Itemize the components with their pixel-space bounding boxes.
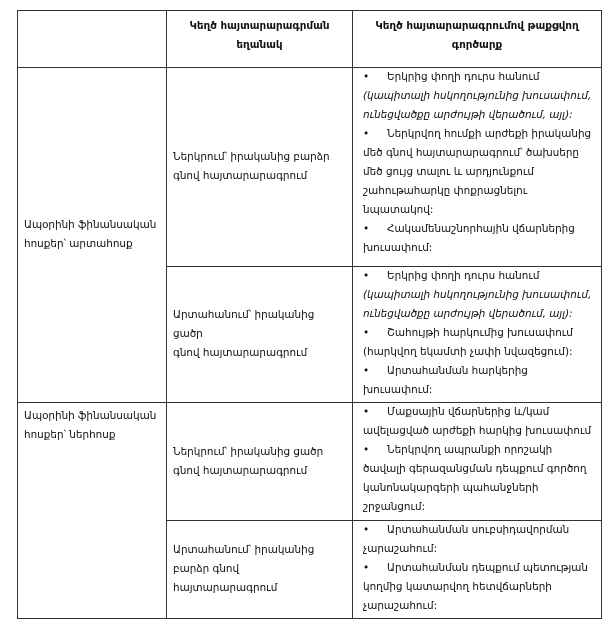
list-item (363, 559, 597, 616)
method-line: գնով հայտարարագրում (173, 464, 308, 477)
transactions-cell (353, 521, 602, 619)
transactions-cell (353, 403, 602, 521)
item-text: Մաքսային վճարներից և/կամ (387, 406, 550, 418)
method-line: բարձր գնով հայտարարագրում (173, 563, 278, 594)
header-transaction (353, 11, 602, 68)
method-cell (167, 267, 353, 403)
header-empty-cell (18, 11, 167, 68)
item-text: խուսափում: (363, 384, 433, 396)
method-cell (167, 521, 353, 619)
header-method (167, 11, 353, 68)
item-text-italic: (կապիտալի հսկողությունից խուսափում, (363, 289, 592, 301)
item-text: չարաշահում: (363, 600, 438, 612)
method-line: Ներկրում՝ իրականից ցածր (173, 445, 324, 458)
group-label-line: Ապօրինի ֆինանսական (24, 219, 157, 231)
item-text: Ներկրվող հումքի արժեքի իրականից (387, 128, 592, 140)
transaction-list (353, 68, 601, 260)
transaction-list (353, 403, 601, 519)
item-text: Արտահանման դեպքում պետության (387, 562, 588, 574)
header-method-line: Կեղծ հայտարարագրման (189, 20, 330, 32)
method-line: Արտահանում՝ իրականից (173, 544, 315, 556)
item-text-italic: (կապիտալի հսկողությունից խուսափում, (363, 90, 592, 102)
bullet-icon: • (363, 406, 370, 418)
item-text: Արտահանման հարկերից (387, 365, 528, 377)
bullet-icon: • (363, 223, 370, 235)
item-text: խուսափում: (363, 242, 433, 254)
list-item (363, 362, 597, 400)
item-text: Երկրից փողի դուրս հանում (387, 71, 540, 83)
method-line: գնով հայտարարագրում (173, 170, 308, 182)
item-text: շրջանցում: (363, 501, 426, 513)
table-row (18, 403, 602, 521)
item-text: Արտահանման սուբսիդավորման (387, 524, 570, 536)
item-text: նպատակով: (363, 204, 434, 216)
bullet-icon: • (363, 365, 370, 377)
group-label-line: հոսքեր՝ ներհոսք (24, 429, 116, 441)
item-text: շահութահարկը փոքրացնելու (363, 185, 528, 197)
list-item (363, 403, 597, 441)
item-text: չարաշահում: (363, 543, 438, 555)
header-transaction-line: գործարք (451, 39, 503, 51)
bullet-icon: • (363, 71, 370, 83)
bullet-icon: • (363, 128, 370, 140)
item-text: Ներկրվող ապրանքի որոշակի (387, 444, 553, 456)
item-text: կողմից կատարվող հետվճարների (363, 581, 552, 593)
transactions-cell (353, 68, 602, 267)
item-text: ծավալի գերազանցման դեպքում գործող (363, 463, 587, 475)
transaction-list (353, 521, 601, 618)
list-item (363, 324, 597, 362)
item-text: կանոնակարգերի պահանջների (363, 482, 539, 494)
list-item (363, 441, 597, 517)
list-item (363, 267, 597, 324)
bullet-icon: • (363, 562, 370, 574)
bullet-icon: • (363, 444, 370, 456)
bullet-icon: • (363, 327, 370, 339)
list-item (363, 68, 597, 125)
group-label-outflow (18, 68, 167, 403)
item-text: ավելացված արժեքի հարկից խուսափում (363, 425, 592, 437)
item-text: Երկրից փողի դուրս հանում (387, 270, 540, 282)
item-text: մեծ գնով հայտարարագրում՝ ծախսերը (363, 147, 580, 159)
list-item (363, 521, 597, 559)
group-label-line: հոսքեր՝ արտահոսք (24, 238, 133, 250)
list-item (363, 125, 597, 220)
method-cell (167, 68, 353, 267)
item-text: մեծ ցույց տալու և արդյունքում (363, 166, 534, 178)
item-text: Շահույթի հարկումից խուսափում (387, 327, 573, 339)
method-cell (167, 403, 353, 521)
method-line: Արտահանում՝ իրականից ցածր (173, 309, 315, 340)
transaction-list (353, 267, 601, 402)
item-text: (հարկվող եկամտի չափի նվազեցում): (363, 346, 573, 358)
list-item (363, 220, 597, 258)
table-header-row (18, 11, 602, 68)
header-transaction-line: Կեղծ հայտարարագրումով թաքցվող (375, 20, 579, 32)
group-label-inflow (18, 403, 167, 619)
bullet-icon: • (363, 524, 370, 536)
bullet-icon: • (363, 270, 370, 282)
method-line: Ներկրում՝ իրականից բարձր (173, 151, 330, 163)
table-row (18, 68, 602, 267)
header-method-line: եղանակ (236, 39, 283, 51)
transactions-cell (353, 267, 602, 403)
fraud-declaration-table (17, 10, 602, 619)
group-label-line: Ապօրինի ֆինանսական (24, 410, 157, 422)
method-line: գնով հայտարարագրում (173, 347, 308, 359)
item-text-italic: ունեցվածքը արժույթի վերածում, այլ): (363, 308, 573, 320)
item-text: Հակամենաշնորհային վճարներից (387, 223, 575, 235)
item-text-italic: ունեցվածքը արժույթի վերածում, այլ): (363, 109, 573, 121)
